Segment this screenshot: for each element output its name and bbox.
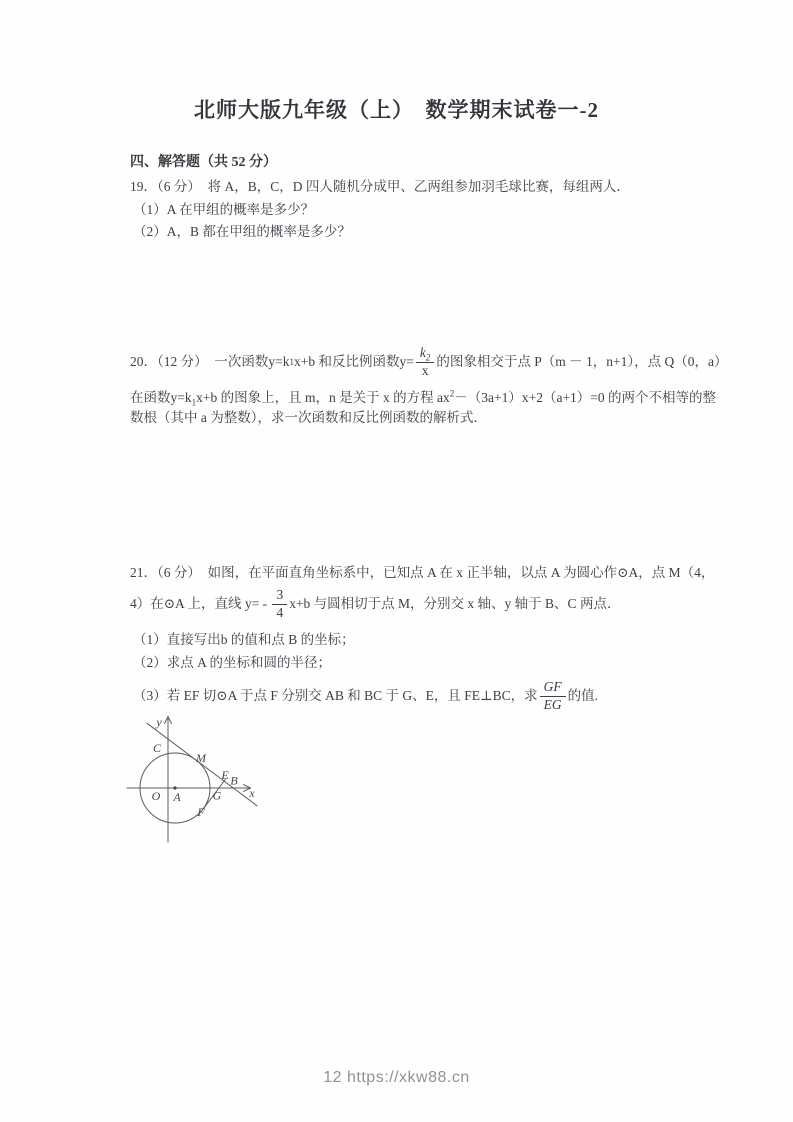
question-20-line-1: 20．（12 分） 一次函数y=k 1 x+b 和反比例函数y= $\frac{k_2}{x}$ 的图象相交于点 P（m － 1，n+1），点 Q（0，a） <box>130 344 728 378</box>
label-point-e: E <box>221 768 229 782</box>
question-21-line-2 <box>130 586 621 620</box>
q21-item3-post: 的值. <box>567 687 599 703</box>
fraction-k2-over-x <box>416 346 435 379</box>
label-center-a: A <box>173 790 181 804</box>
question-19-item-2: （2）A，B 都在甲组的概率是多少？ <box>133 224 351 239</box>
fraction-3-over-4 <box>272 588 287 621</box>
label-origin: O <box>151 789 161 803</box>
q20-k1-subscript-2: 1 <box>191 397 197 408</box>
question-20-line-3: 数根（其中 a 为整数），求一次函数和反比例函数的解析式． <box>130 410 487 425</box>
document-title: 北师大版九年级（上） 数学期末试卷一-2 <box>194 98 599 122</box>
fraction-gfeg-denominator: EG <box>543 696 562 712</box>
q20-line1-pre: 20．（12 分） 一次函数y=k <box>130 353 290 369</box>
q20-line1-post: 的图象相交于点 P（m － 1，n+1），点 Q（0，a） <box>436 353 728 369</box>
page-footer-url: 12 https://xkw88.cn <box>323 1069 470 1086</box>
q20-line2-post: －（3a+1）x+2（a+1）=0 的两个不相等的整 <box>454 390 717 405</box>
label-point-c: C <box>152 741 162 755</box>
q20-line1-mid: x+b 和反比例函数y= <box>294 353 414 369</box>
question-21-line-1: 21．（6 分） 如图，在平面直角坐标系中，已知点 A 在 x 正半轴，以点 A 为圆心作⊙A，点 M（4， <box>130 565 715 580</box>
question-19-text: 19．（6 分） 将 A，B，C，D 四人随机分成甲、乙两组参加羽毛球比赛，每组两人． <box>130 179 630 194</box>
q21-line2-post: x+b 与圆相切于点 M，分别交 x 轴、y 轴于 B、C 两点． <box>289 595 621 611</box>
label-y-axis: y <box>156 715 162 729</box>
q21-line2-pre: 4）在⊙A 上，直线 y= - <box>130 595 271 611</box>
label-x-axis: x <box>249 786 255 800</box>
geometry-figure <box>122 704 317 852</box>
fraction-k2-numerator: $k_2$ <box>416 346 435 363</box>
fraction-34-denominator: 4 <box>276 604 284 620</box>
fraction-gfeg-numerator: GF <box>540 680 566 697</box>
q20-line2-mid: x+b 的图象上，且 m，n 是关于 x 的方程 ax <box>196 390 450 405</box>
question-21-item-2: （2）求点 A 的坐标和圆的半径； <box>133 655 332 670</box>
question-19-item-1: （1）A 在甲组的概率是多少？ <box>133 202 315 217</box>
label-point-m: M <box>196 751 206 765</box>
question-20-line-2 <box>130 390 716 407</box>
section-heading: 四、解答题（共 52 分） <box>130 155 277 170</box>
fraction-34-numerator: 3 <box>272 588 287 605</box>
label-point-b: B <box>230 773 238 788</box>
q21-item3-pre: （3）若 EF 切⊙A 于点 F 分别交 AB 和 BC 于 G、E，且 FE⊥BC，求 <box>133 687 538 703</box>
geometry-figure-container <box>122 704 317 857</box>
label-point-g: G <box>212 788 222 803</box>
q20-line2-pre: 在函数y=k <box>130 390 192 405</box>
fraction-k2-denominator: x <box>421 362 429 378</box>
fraction-gf-over-eg <box>540 680 566 713</box>
question-21-item-1: （1）直接写出b 的值和点 B 的坐标； <box>133 632 355 647</box>
label-point-f: F <box>197 805 205 819</box>
q20-ax-squared-exponent: 2 <box>449 388 455 399</box>
